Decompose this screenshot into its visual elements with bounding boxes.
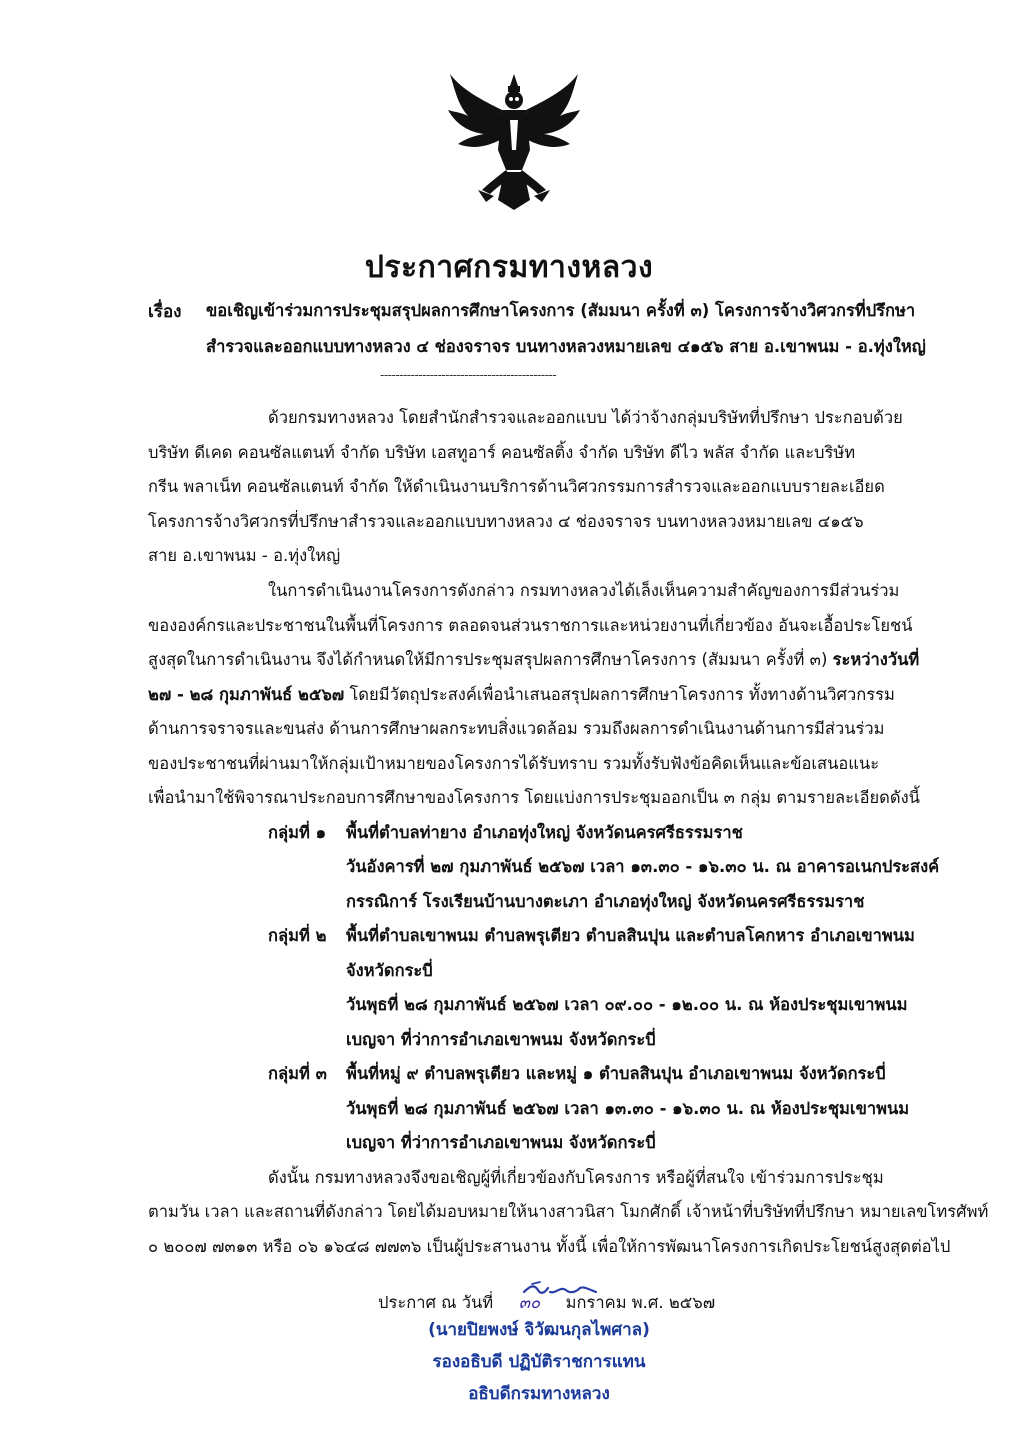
signatory-position-1: รองอธิบดี ปฏิบัติราชการแทน	[432, 1352, 646, 1372]
para2-line-6: ของประชาชนที่ผ่านมาให้กลุ่มเป้าหมายของโครงการได้รับทราบ รวมทั้งรับฟังข้อคิดเห็นและข้อเสนอแนะ	[148, 754, 880, 773]
para2-line-5: ด้านการจราจรและขนส่ง ด้านการศึกษาผลกระทบสิ่งแวดล้อม รวมถึงผลการดำเนินงานด้านการมีส่วนร่วม	[148, 719, 885, 738]
group-2-label: กลุ่มที่ ๒	[268, 926, 327, 945]
group-1-line-2: วันอังคารที่ ๒๗ กุมภาพันธ์ ๒๕๖๗ เวลา ๑๓.๓๐ - ๑๖.๓๐ น. ณ อาคารอเนกประสงค์	[346, 857, 940, 876]
signatory-name: (นายปิยพงษ์ จิวัฒนกุลไพศาล)	[428, 1320, 650, 1340]
signatory-position-2: อธิบดีกรมทางหลวง	[468, 1384, 610, 1404]
para3-line-2: ตามวัน เวลา และสถานที่ดังกล่าว โดยได้มอบหมายให้นางสาวนิสา โมกศักดิ์ เจ้าหน้าที่บริษัทที่ปรึกษา หมายเลขโทรศัพท์	[148, 1202, 989, 1221]
page-title: ประกาศกรมทางหลวง	[364, 250, 654, 285]
subject-label: เรื่อง	[148, 302, 182, 322]
group-2-line-4: เบญจา ที่ว่าการอำเภอเขาพนม จังหวัดกระบี่	[346, 1030, 656, 1049]
para2-date-range: ๒๗ - ๒๘ กุมภาพันธ์ ๒๕๖๗	[148, 685, 345, 704]
group-3-label: กลุ่มที่ ๓	[268, 1064, 327, 1083]
para2-line-3-bold: ระหว่างวันที่	[832, 650, 920, 669]
group-2-line-1: พื้นที่ตำบลเขาพนม ตำบลพรุเตียว ตำบลสินปุน และตำบลโคกหาร อำเภอเขาพนม	[346, 926, 915, 945]
subject-separator: ----------------------------------------------	[380, 368, 557, 382]
group-3-line-2: วันพุธที่ ๒๘ กุมภาพันธ์ ๒๕๖๗ เวลา ๑๓.๓๐ - ๑๖.๓๐ น. ณ ห้องประชุมเขาพนม	[346, 1099, 910, 1118]
garuda-emblem	[442, 60, 586, 220]
para2-line-4-normal: โดยมีวัตถุประสงค์เพื่อนำเสนอสรุปผลการศึกษาโครงการ ทั้งทางด้านวิศวกรรม	[344, 685, 895, 704]
announcement-day: ๓๐	[518, 1293, 541, 1312]
group-2-line-2: จังหวัดกระบี่	[346, 961, 433, 980]
group-3-line-1: พื้นที่หมู่ ๙ ตำบลพรุเตียว และหมู่ ๑ ตำบลสินปุน อำเภอเขาพนม จังหวัดกระบี่	[346, 1064, 886, 1083]
announcement-prefix: ประกาศ ณ วันที่	[378, 1293, 494, 1312]
group-2-line-3: วันพุธที่ ๒๘ กุมภาพันธ์ ๒๕๖๗ เวลา ๐๙.๐๐ - ๑๒.๐๐ น. ณ ห้องประชุมเขาพนม	[346, 995, 908, 1014]
para2-line-4	[148, 682, 895, 708]
group-3-line-3: เบญจา ที่ว่าการอำเภอเขาพนม จังหวัดกระบี่	[346, 1133, 656, 1152]
group-1-line-1: พื้นที่ตำบลท่ายาง อำเภอทุ่งใหญ่ จังหวัดนครศรีธรรมราช	[346, 823, 743, 842]
para1-line-3: กรีน พลาเน็ท คอนซัลแตนท์ จำกัด ให้ดำเนินงานบริการด้านวิศวกรรมการสำรวจและออกแบบรายละเอียด	[148, 477, 885, 496]
subject-line-2: สำรวจและออกแบบทางหลวง ๔ ช่องจราจร บนทางหลวงหมายเลข ๔๑๕๖ สาย อ.เขาพนม - อ.ทุ่งใหญ่	[206, 337, 926, 356]
para3-line-3: ๐ ๒๐๐๗ ๗๓๑๓ หรือ ๐๖ ๑๖๔๘ ๗๗๓๖ เป็นผู้ประสานงาน ทั้งนี้ เพื่อให้การพัฒนาโครงการเกิดประโยชน์สูงสุดต่อไป	[148, 1237, 951, 1256]
para1-line-2: บริษัท ดีเคด คอนซัลแตนท์ จำกัด บริษัท เอสทูอาร์ คอนซัลติ้ง จำกัด บริษัท ดีไว พลัส จำกัด และบริษัท	[148, 443, 856, 462]
subject-line-1: ขอเชิญเข้าร่วมการประชุมสรุปผลการศึกษาโครงการ (สัมมนา ครั้งที่ ๓) โครงการจ้างวิศวกรที่ปรึกษา	[206, 301, 916, 320]
handwritten-signature	[520, 1276, 600, 1300]
para2-line-3-normal: สูงสุดในการดำเนินงาน จึงได้กำหนดให้มีการประชุมสรุปผลการศึกษาโครงการ (สัมมนา ครั้งที่ ๓)	[148, 650, 833, 669]
para2-line-3	[148, 647, 919, 673]
para1-line-4: โครงการจ้างวิศวกรที่ปรึกษาสำรวจและออกแบบทางหลวง ๔ ช่องจราจร บนทางหลวงหมายเลข ๔๑๕๖	[148, 512, 864, 531]
group-1-label: กลุ่มที่ ๑	[268, 823, 327, 842]
para1-line-1: ด้วยกรมทางหลวง โดยสำนักสำรวจและออกแบบ ได้ว่าจ้างกลุ่มบริษัทที่ปรึกษา ประกอบด้วย	[268, 408, 903, 427]
para2-line-2: ขององค์กรและประชาชนในพื้นที่โครงการ ตลอดจนส่วนราชการและหน่วยงานที่เกี่ยวข้อง อันจะเอื้อประโยชน์	[148, 616, 913, 635]
para3-line-1: ดังนั้น กรมทางหลวงจึงขอเชิญผู้ที่เกี่ยวข้องกับโครงการ หรือผู้ที่สนใจ เข้าร่วมการประชุม	[268, 1168, 884, 1187]
para2-line-7: เพื่อนำมาใช้พิจารณาประกอบการศึกษาของโครงการ โดยแบ่งการประชุมออกเป็น ๓ กลุ่ม ตามรายละเอียดดังนี้	[148, 788, 920, 807]
para1-line-5: สาย อ.เขาพนม - อ.ทุ่งใหญ่	[148, 546, 341, 565]
para2-line-1: ในการดำเนินงานโครงการดังกล่าว กรมทางหลวงได้เล็งเห็นความสำคัญของการมีส่วนร่วม	[268, 581, 900, 600]
announcement-month-year: มกราคม พ.ศ. ๒๕๖๗	[565, 1293, 716, 1312]
group-1-line-3: กรรณิการ์ โรงเรียนบ้านบางตะเภา อำเภอทุ่งใหญ่ จังหวัดนครศรีธรรมราช	[346, 892, 865, 911]
